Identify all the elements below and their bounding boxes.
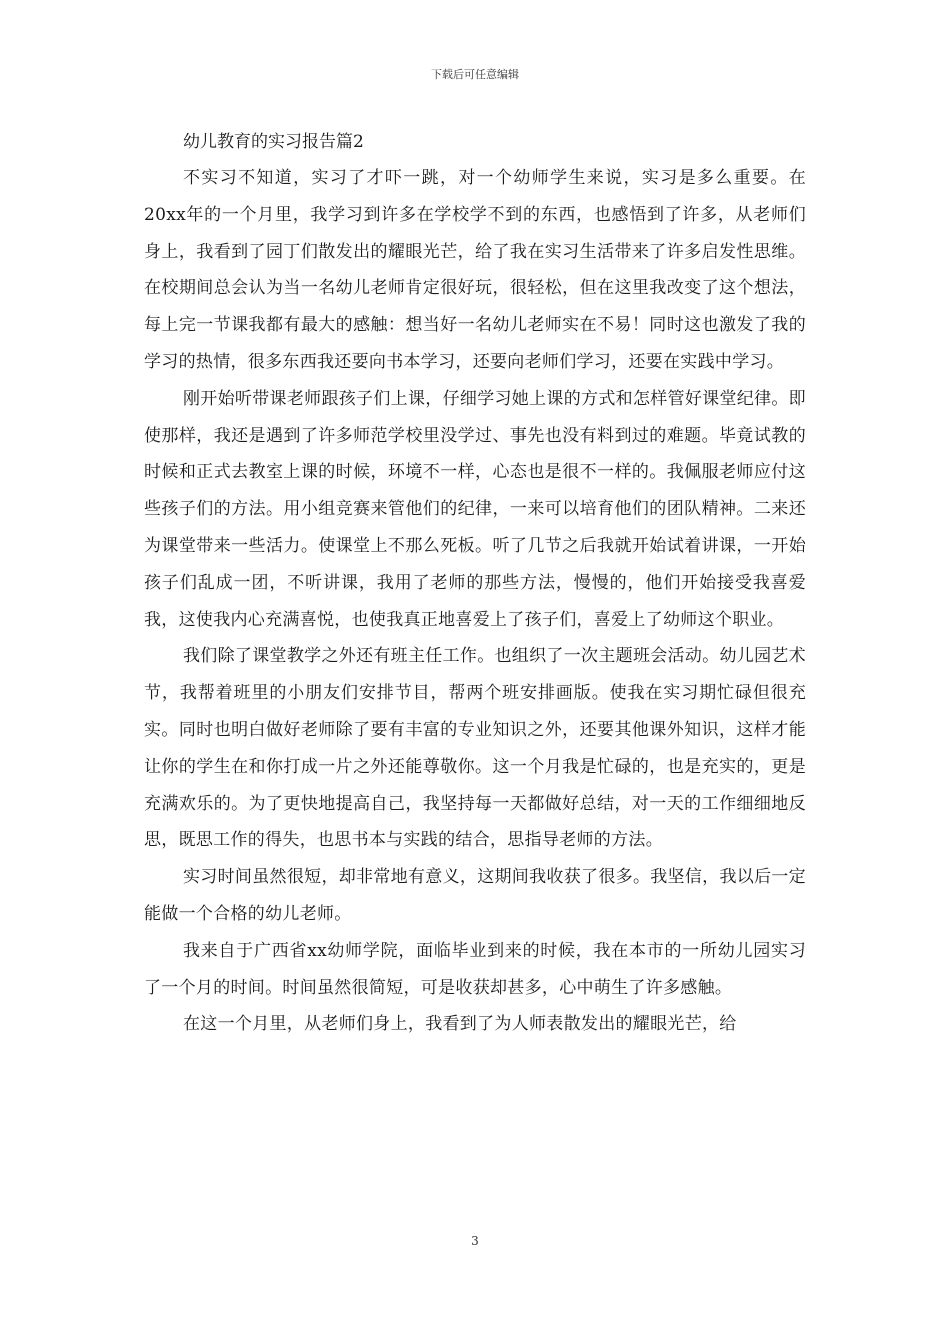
paragraph-3: 我们除了课堂教学之外还有班主任工作。也组织了一次主题班会活动。幼儿园艺术节，我帮着班里的小朋友们安排节目，帮两个班安排画版。使我在实习期忙碌但很充实。同时也明白做好老师除了要有丰富的专业知识之外，还要其他课外知识，这样才能让你的学生在和你打成一片之外还能尊敬你。这一个月我是忙碌的，也是充实的，更是充满欢乐的。为了更快地提高自己，我坚持每一天都做好总结，对一天的工作细细地反思，既思工作的得失，也思书本与实践的结合，思指导老师的方法。 xyxy=(144,646,806,851)
paragraph-2: 刚开始听带课老师跟孩子们上课，仔细学习她上课的方式和怎样管好课堂纪律。即使那样，我还是遇到了许多师范学校里没学过、事先也没有料到过的难题。毕竟试教的时候和正式去教室上课的时候，环境不一样，心态也是很不一样的。我佩服老师应付这些孩子们的方法。用小组竞赛来管他们的纪律，一来可以培育他们的团队精神。二来还为课堂带来一些活力。使课堂上不那么死板。听了几节之后我就开始试着讲课，一开始孩子们乱成一团，不听讲课，我用了老师的那些方法，慢慢的，他们开始接受我喜爱我，这使我内心充满喜悦，也使我真正地喜爱上了孩子们，喜爱上了幼师这个职业。 xyxy=(144,388,806,630)
paragraph-5: 我来自于广西省xx幼师学院，面临毕业到来的时候，我在本市的一所幼儿园实习了一个月的时间。时间虽然很简短，可是收获却甚多，心中萌生了许多感触。 xyxy=(144,940,806,998)
page-number: 3 xyxy=(471,1234,479,1248)
paragraph-1: 不实习不知道，实习了才吓一跳，对一个幼师学生来说，实习是多么重要。在20xx年的一个月里，我学习到许多在学校学不到的东西，也感悟到了许多，从老师们身上，我看到了园丁们散发出的耀眼光芒，给了我在实习生活带来了许多启发性思维。在校期间总会认为当一名幼儿老师肯定很好玩，很轻松，但在这里我改变了这个想法，每上完一节课我都有最大的感触：想当好一名幼儿老师实在不易！同时这也激发了我的学习的热情，很多东西我还要向书本学习，还要向老师们学习，还要在实践中学习。 xyxy=(144,168,806,372)
paragraph-4: 实习时间虽然很短，却非常地有意义，这期间我收获了很多。我坚信，我以后一定能做一个合格的幼儿老师。 xyxy=(144,867,806,924)
paragraph-6: 在这一个月里，从老师们身上，我看到了为人师表散发出的耀眼光芒，给 xyxy=(183,1014,737,1035)
page-header: 下载后可任意编辑 xyxy=(431,68,519,81)
document-body xyxy=(144,160,806,1043)
document-title: 幼儿教育的实习报告篇2 xyxy=(183,132,364,152)
